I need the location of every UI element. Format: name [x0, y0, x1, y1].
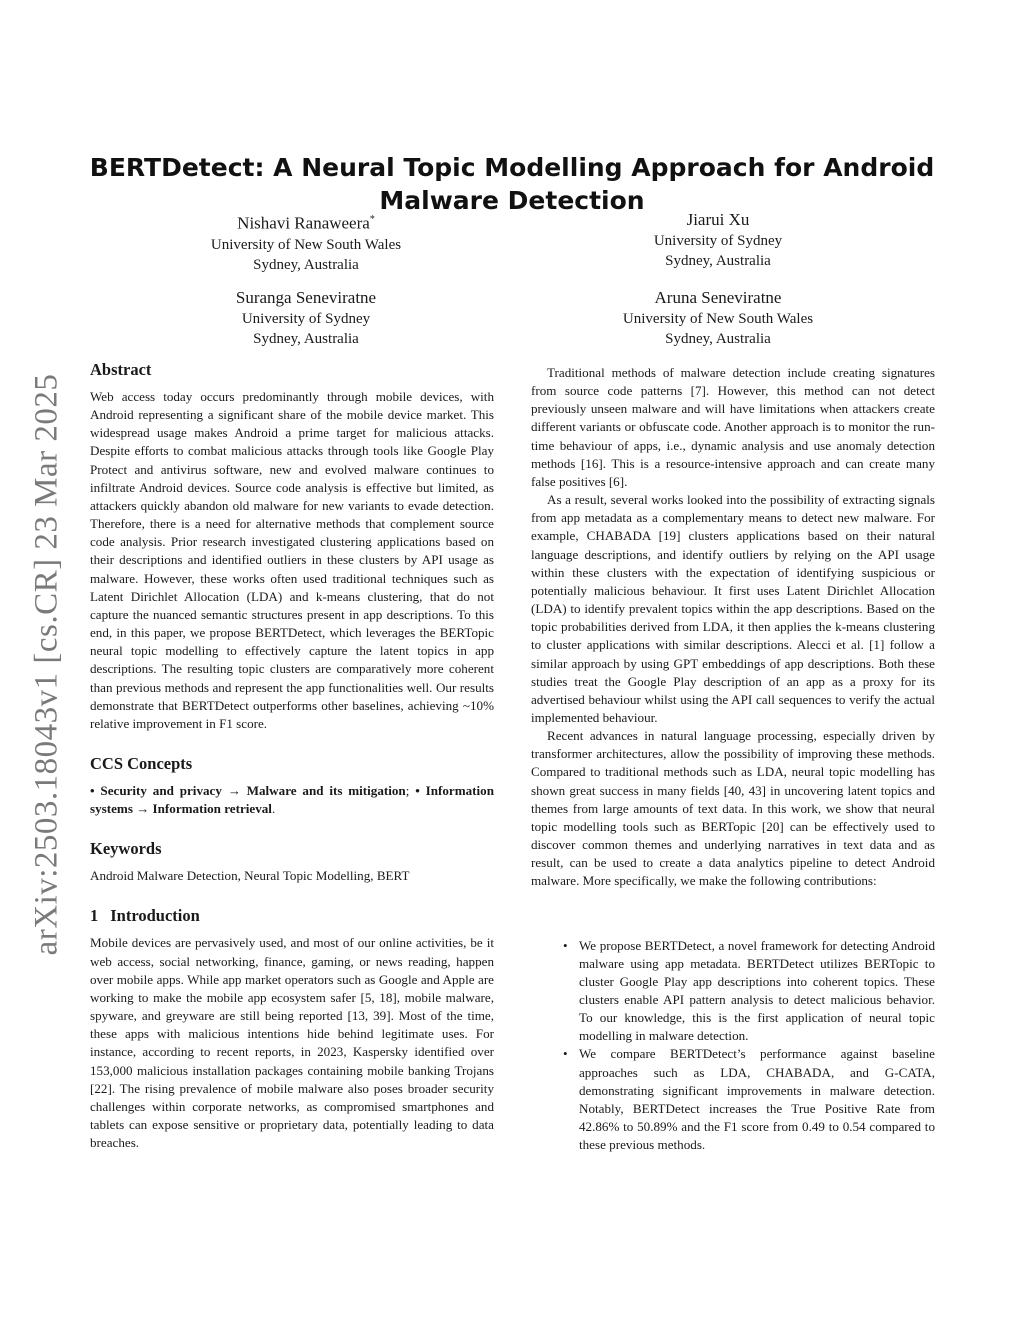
author-block	[156, 287, 456, 349]
contribution-text: We compare BERTDetect’s performance against baseline approaches such as LDA, CHABADA, and G-CATA, demonstrating significant improvements in malware detection. Notably, BERTDetect increases the True Positive Rate from 42.86% to 50.89% and the F1 score from 0.49 to 0.54 compared to these previous methods.	[579, 1046, 935, 1153]
contributions-list	[531, 937, 935, 1155]
author-affiliation: University of New South Wales	[622, 311, 814, 327]
ccs-information-concept: • Information systems → Information retrieval	[90, 782, 494, 817]
abstract-heading: Abstract	[90, 360, 152, 379]
paper-title: BERTDetect: A Neural Topic Modelling Approach for Android Malware Detection	[89, 152, 935, 215]
author-location: Sydney, Australia	[253, 331, 359, 347]
corresponding-author-mark: *	[369, 214, 375, 225]
author-name: Aruna Seneviratne	[654, 288, 782, 307]
intro-paragraph-4: Recent advances in natural language processing, especially driven by transformer architectures, allow the possibility of improving these methods. Compared to traditional methods such as LDA, neural topic modelling has shown great success in many fields [40, 43] in uncovering latent topics and themes from large amounts of text data. In this work, we show that neural topic modelling tools such as BERTopic [20] can be effectively used to discover common themes and underlying narratives in text data and as result, can be used to create a data analytics pipeline to detect Android malware. More specifically, we make the following contributions:	[531, 728, 935, 889]
bullet-icon: •	[563, 1046, 568, 1062]
ccs-concepts	[90, 782, 494, 818]
intro-paragraph-2: Traditional methods of malware detection include creating signatures from source code patterns [7]. However, this method can not detect previously unseen malware and will have limitations when attackers create different variants or obfuscate code. Another approach is to monitor the run-time behaviour of apps, i.e., dynamic analysis and use anomaly detection methods [16]. This is a resource-intensive approach and can create many false positives [6].	[531, 365, 935, 489]
intro-paragraph-1: Mobile devices are pervasively used, and most of our online activities, be it web access, social networking, finance, gaming, or news reading, happen over mobile apps. While app market operators such as Google and Apple are working to make the mobile app ecosystem safer [5, 18], mobile malware, spyware, and greyware are still being reported [13, 39]. Most of the time, these apps with malicious intentions hide behind legitimate uses. For instance, according to recent reports, in 2023, Kaspersky identified over 153,000 malicious installation packages containing mobile banking Trojans [22]. The rising prevalence of mobile malware also poses broader security challenges within corporate networks, as compromised smartphones and tablets can expose sensitive or proprietary data, potentially leading to data breaches.	[90, 935, 494, 1151]
right-column	[531, 364, 935, 1154]
author-block	[568, 209, 868, 271]
author-name: Suranga Seneviratne	[235, 288, 377, 307]
author-name: Nishavi Ranaweera*	[237, 213, 375, 233]
ccs-end: .	[271, 801, 276, 817]
author-affiliation: University of New South Wales	[210, 236, 402, 253]
author-block	[568, 287, 868, 349]
ccs-security-concept: • Security and privacy → Malware and its mitigation	[90, 782, 406, 798]
list-item	[531, 937, 935, 1046]
author-block	[156, 209, 456, 275]
author-location: Sydney, Australia	[665, 331, 771, 347]
ccs-heading: CCS Concepts	[90, 753, 193, 773]
section-number: 1	[90, 906, 99, 926]
contribution-text: We propose BERTDetect, a novel framework for detecting Android malware using app metadata. BERTDetect utilizes BERTopic to cluster Google Play app descriptions into coherent topics. These clusters enable API pattern analysis to detect malicious behavior. To our knowledge, this is the first application of neural topic modelling in malware detection.	[579, 937, 935, 1044]
author-name: Jiarui Xu	[686, 210, 750, 229]
ccs-separator: ;	[405, 782, 416, 798]
author-affiliation: University of Sydney	[653, 233, 783, 249]
left-column	[90, 360, 494, 1152]
bullet-icon: •	[563, 937, 568, 953]
arxiv-identifier[interactable]: arXiv:2503.18043v1 [cs.CR] 23 Mar 2025	[28, 373, 65, 956]
author-affiliation: University of Sydney	[241, 311, 371, 327]
keywords-text: Android Malware Detection, Neural Topic Modelling, BERT	[90, 868, 410, 884]
author-location: Sydney, Australia	[253, 256, 359, 273]
intro-paragraph-3: As a result, several works looked into the possibility of extracting signals from app metadata as a complementary means to detect new malware. For example, CHABADA [19] clusters applications based on their natural language descriptions, and identify outliers by relying on the API usage within these clusters with the expectation of identifying suspicious or potentially malicious behaviour. It first uses Latent Dirichlet Allocation (LDA) to identify prevalent topics within the app descriptions. Based on the topic probabilities derived from LDA, it then applies the k-means clustering to cluster applications with similar descriptions. Alecci et al. [1] follow a similar approach by using GPT embeddings of app descriptions. Both these studies treat the Google Play description of an app as a proxy for its advertised behaviour whilst using the API call sequences to verify the actual implemented behaviour.	[531, 492, 935, 725]
introduction-heading	[90, 906, 494, 926]
list-item	[531, 1045, 935, 1154]
keywords-heading: Keywords	[90, 839, 162, 859]
section-title: Introduction	[110, 906, 200, 926]
abstract-text: Web access today occurs predominantly through mobile devices, with Android representing a significant share of the mobile device market. This widespread usage makes Android a prime target for malicious attacks. Despite efforts to combat malicious attacks through tools like Google Play Protect and antivirus software, new and evolved malware continues to infiltrate Android devices. Source code analysis is effective but limited, as attackers quickly abandon old malware for new variants to evade detection. Therefore, there is a need for alternative methods that complement source code analysis. Prior research investigated clustering applications based on their descriptions and identified outliers in these clusters by API usage as malware. However, these works often used traditional techniques such as Latent Dirichlet Allocation (LDA) and k-means clustering, that do not capture the nuanced semantic structures present in app descriptions. To this end, in this paper, we propose BERTDetect, which leverages the BERTopic neural topic modelling to effectively capture the latent topics in app descriptions. The resulting topic clusters are comparatively more coherent than previous methods and represent the app functionalities well. Our results demonstrate that BERTDetect outperforms other baselines, achieving ~10% relative improvement in F1 score.	[90, 389, 494, 731]
author-location: Sydney, Australia	[665, 253, 771, 269]
